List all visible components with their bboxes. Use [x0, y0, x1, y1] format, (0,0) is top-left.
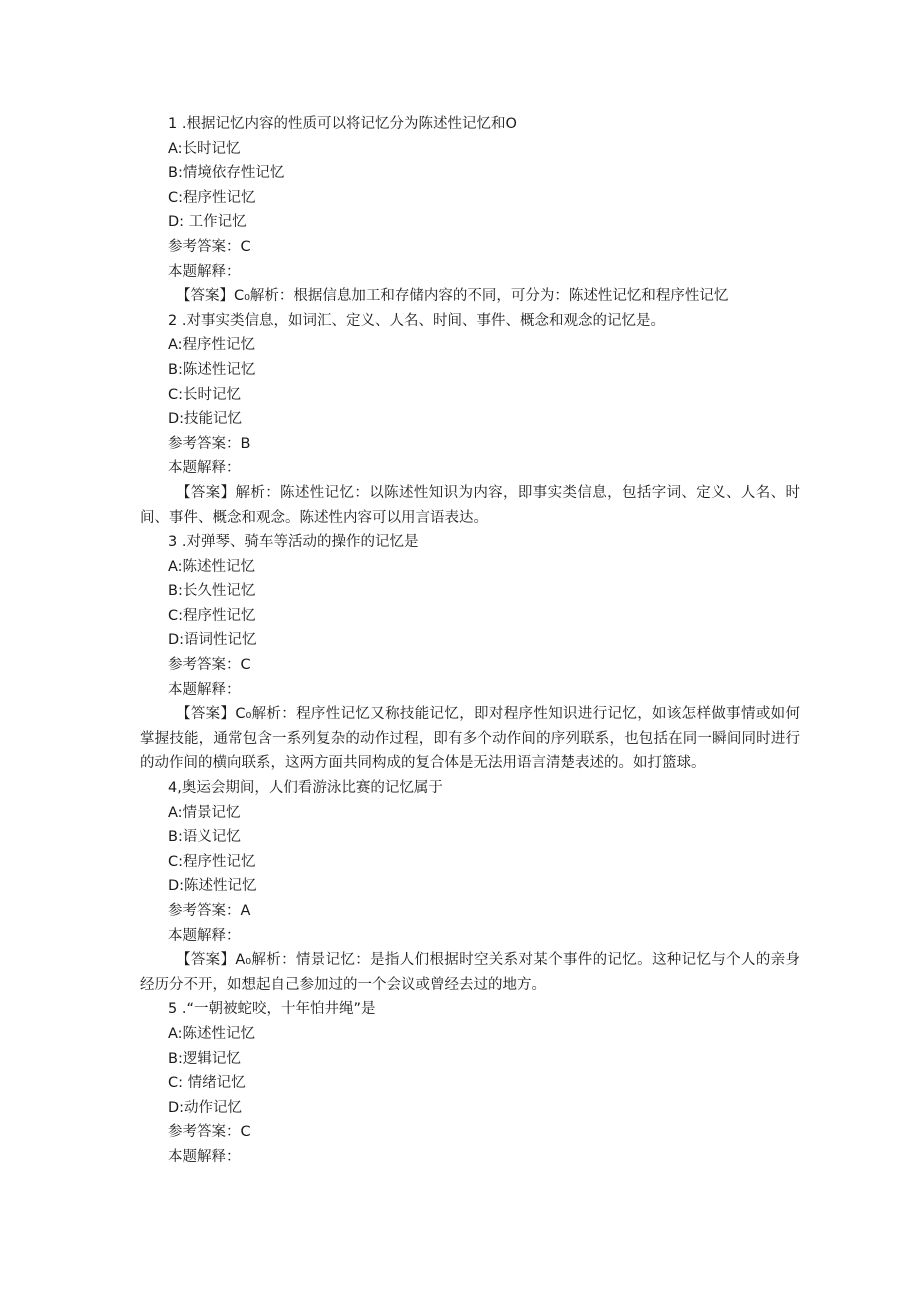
option-c: C:程序性记忆 [168, 189, 256, 206]
explanation-text: 【答案】C₀解析：程序性记忆又称技能记忆，即对程序性知识进行记忆，如该怎样做事情或如何掌握技能，通常包含一系列复杂的动作过程，即有多个动作间的序列联系，也包括在同一瞬间同时进行的动作间的横向联系，这两方面共同构成的复合体是无法用语言清楚表述的。如打篮球。 [140, 706, 800, 772]
option-d: D:语词性记忆 [168, 632, 257, 649]
explanation-label: 本题解释： [168, 1148, 241, 1165]
option-c: C: 情绪记忆 [168, 1075, 246, 1092]
question-1 [140, 112, 800, 309]
option-a: A:程序性记忆 [168, 337, 256, 354]
explanation-text: 【答案】解析：陈述性记忆：以陈述性知识为内容，即事实类信息，包括字词、定义、人名、时间、事件、概念和观念。陈述性内容可以用言语表达。 [140, 484, 800, 526]
question-3 [140, 530, 800, 776]
question-stem: 3 .对弹琴、骑车等活动的操作的记忆是 [168, 534, 419, 551]
question-stem: 5 .“一朝被蛇咬，十年怕井绳”是 [168, 1001, 376, 1018]
option-a: A:情景记忆 [168, 804, 241, 821]
option-b: B:陈述性记忆 [168, 361, 256, 378]
question-2 [140, 309, 800, 530]
option-c: C:程序性记忆 [168, 853, 256, 870]
question-4 [140, 776, 800, 997]
option-b: B:逻辑记忆 [168, 1050, 241, 1067]
question-stem: 1 .根据记忆内容的性质可以将记忆分为陈述性记忆和O [168, 116, 517, 132]
option-b: B:长久性记忆 [168, 583, 256, 600]
explanation-text: 【答案】A₀解析：情景记忆：是指人们根据时空关系对某个事件的记忆。这种记忆与个人的亲身经历分不开，如想起自己参加过的一个会议或曾经去过的地方。 [140, 952, 800, 993]
option-d: D:技能记忆 [168, 411, 243, 428]
question-5 [140, 997, 800, 1169]
answer-line: 参考答案：C [168, 657, 251, 674]
explanation-label: 本题解释： [168, 681, 241, 698]
document-body [140, 112, 800, 1170]
option-c: C:程序性记忆 [168, 607, 256, 624]
explanation-text: 【答案】C₀解析：根据信息加工和存储内容的不同，可分为：陈述性记忆和程序性记忆 [176, 288, 729, 305]
answer-line: 参考答案：B [168, 435, 251, 452]
option-b: B:情境依存性记忆 [168, 165, 285, 182]
option-a: A:陈述性记忆 [168, 558, 256, 575]
option-c: C:长时记忆 [168, 386, 242, 403]
option-b: B:语义记忆 [168, 829, 241, 846]
option-d: D: 工作记忆 [168, 214, 247, 231]
question-stem: 2 .对事实类信息，如词汇、定义、人名、时间、事件、概念和观念的记忆是。 [168, 312, 665, 329]
answer-line: 参考答案：A [168, 903, 251, 919]
option-a: A:陈述性记忆 [168, 1025, 256, 1042]
option-d: D:陈述性记忆 [168, 878, 257, 895]
question-stem: 4,奥运会期间，人们看游泳比赛的记忆属于 [168, 780, 443, 797]
explanation-label: 本题解释： [168, 263, 241, 280]
explanation-label: 本题解释： [168, 927, 241, 944]
answer-line: 参考答案：C [168, 238, 251, 255]
option-d: D:动作记忆 [168, 1099, 243, 1116]
explanation-label: 本题解释： [168, 460, 241, 477]
option-a: A:长时记忆 [168, 140, 241, 157]
answer-line: 参考答案：C [168, 1124, 251, 1141]
